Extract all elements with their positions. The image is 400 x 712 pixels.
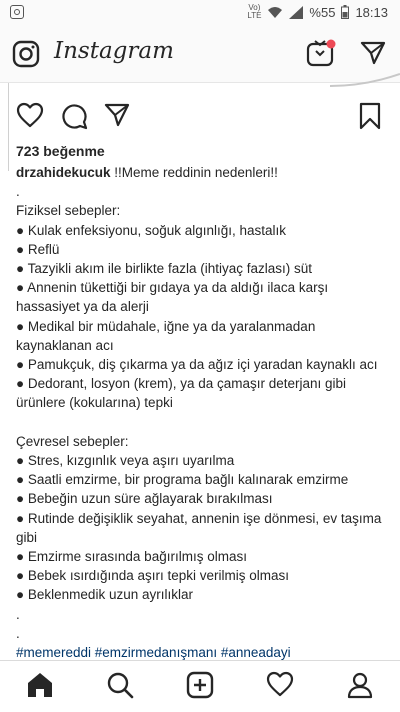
wifi-icon xyxy=(267,6,283,19)
camera-icon[interactable] xyxy=(12,40,40,68)
likes-count[interactable]: 723 beğenme xyxy=(16,143,105,159)
caption-username[interactable]: drzahidekucuk xyxy=(16,165,111,180)
image-edge-decoration xyxy=(330,72,400,90)
app-brand: Instagram xyxy=(54,38,174,64)
caption-line: ● Saatli emzirme, bir programa bağlı kalınarak emzirme xyxy=(16,472,349,488)
caption-line: ● Tazyikli akım ile birlikte fazla (ihtiyaç fazlası) süt xyxy=(16,261,312,277)
new-post-icon[interactable] xyxy=(186,671,214,699)
caption-line: . xyxy=(16,184,20,200)
home-icon[interactable] xyxy=(26,671,54,699)
caption-line: ● Medikal bir müdahale, iğne ya da yaralanmadan kaynaklanan acı xyxy=(16,318,316,353)
caption-line: ● Emzirme sırasında bağırılmış olması xyxy=(16,549,247,565)
status-right xyxy=(247,4,388,20)
status-bar xyxy=(0,0,400,26)
battery-icon xyxy=(341,5,349,19)
clock: 18:13 xyxy=(355,4,388,20)
caption-header xyxy=(16,163,386,182)
like-heart-icon[interactable] xyxy=(16,102,44,128)
caption-line: ● Rutinde değişiklik seyahat, annenin işe dönmesi, ev taşıma gibi xyxy=(16,510,382,545)
caption-line: . xyxy=(16,625,20,641)
caption-line: ● Beklenmedik uzun ayrılıklar xyxy=(16,587,193,603)
caption-line: ● Stres, kızgınlık veya aşırı uyarılma xyxy=(16,453,235,469)
network-type: Vo) LTE xyxy=(247,3,262,20)
caption-line: ● Bebeğin uzun süre ağlayarak bırakılması xyxy=(16,491,273,507)
profile-icon[interactable] xyxy=(346,671,374,699)
direct-message-icon[interactable] xyxy=(360,40,386,66)
caption-blank-line xyxy=(16,413,386,432)
comment-icon[interactable] xyxy=(60,102,88,130)
instagram-small-icon xyxy=(10,5,24,19)
caption-line: Çevresel sebepler: xyxy=(16,433,129,449)
activity-heart-icon[interactable] xyxy=(266,671,294,697)
bookmark-icon[interactable] xyxy=(358,102,382,130)
caption-line: ● Kulak enfeksiyonu, soğuk algınlığı, hastalık xyxy=(16,222,287,238)
caption-hashtags[interactable]: #memereddi #emzirmedanışmanı #anneadayi xyxy=(16,645,291,661)
post-actions xyxy=(0,100,400,132)
bottom-navigation xyxy=(0,660,400,712)
igtv-icon[interactable] xyxy=(306,38,336,68)
caption-line: ● Pamukçuk, diş çıkarma ya da ağız içi yaradan kaynaklı acı xyxy=(16,357,378,373)
share-icon[interactable] xyxy=(104,102,130,128)
battery-percent: %55 xyxy=(309,4,336,20)
caption-line: ● Bebek ısırdığında aşırı tepki verilmiş olması xyxy=(16,568,290,584)
search-icon[interactable] xyxy=(106,671,134,699)
signal-icon xyxy=(289,6,303,19)
caption-line: Fiziksel sebepler: xyxy=(16,203,121,219)
caption-line: . xyxy=(16,606,20,622)
caption-line: ● Dedorant, losyon (krem), ya da çamaşır deterjanı gibi ürünlere (kokularına) tepki xyxy=(16,376,347,411)
post-caption xyxy=(16,163,386,662)
caption-line: ● Reflü xyxy=(16,241,60,257)
caption-title: !!Meme reddinin nedenleri!! xyxy=(114,165,278,180)
caption-line: ● Annenin tükettiği bir gıdaya ya da aldığı ilaca karşı hassasiyet ya da alerji xyxy=(16,280,329,315)
